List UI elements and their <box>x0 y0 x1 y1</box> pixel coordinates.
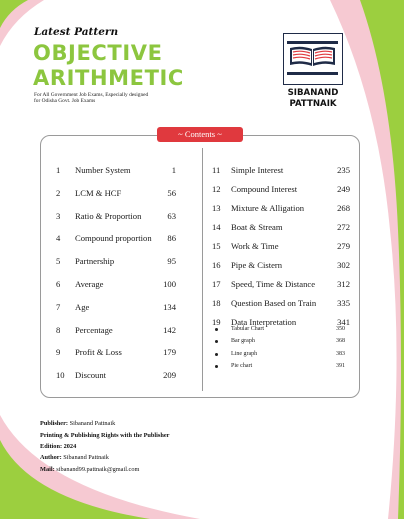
chapter-title: Mixture & Alligation <box>231 203 305 213</box>
chapter-number: 1 <box>56 165 61 175</box>
chapter-page: 302 <box>337 260 350 270</box>
sub-topic-title: Line graph <box>231 350 258 357</box>
bullet-icon <box>215 353 218 356</box>
chapter-number: 6 <box>56 279 61 289</box>
chapter-title: Discount <box>75 370 107 381</box>
chapter-title: Age <box>75 301 90 312</box>
mail-value: sibanand99.pattnaik@gmail.com <box>56 466 140 473</box>
chapter-title: Boat & Stream <box>231 222 283 232</box>
publisher-value: Sibanand Pattnaik <box>69 420 116 427</box>
mail-label: Mail: <box>40 466 55 473</box>
sub-topic-page: 368 <box>336 338 345 345</box>
sub-topic-title: Bar graph <box>231 338 255 345</box>
edition-label: Edition: <box>40 443 63 450</box>
title-line-1: OBJECTIVE <box>33 41 163 65</box>
chapter-number: 5 <box>56 256 61 267</box>
chapter-page: 341 <box>337 317 350 327</box>
bullet-icon <box>215 328 218 331</box>
sub-topic-row <box>231 325 345 333</box>
chapter-title: Question Based on Train <box>231 298 317 308</box>
chapter-page: 1 <box>171 165 176 175</box>
chapter-number: 12 <box>212 184 221 194</box>
chapter-page: 209 <box>163 370 176 381</box>
chapter-number: 15 <box>212 241 221 251</box>
sub-topic-title: Pie chart <box>231 363 253 370</box>
chapter-number: 8 <box>56 324 61 335</box>
chapter-page: 235 <box>337 165 350 175</box>
author-line <box>40 454 109 462</box>
chapter-number: 17 <box>212 279 221 289</box>
title-line-2: ARITHMETIC <box>33 66 184 90</box>
chapter-title: Percentage <box>75 324 113 335</box>
chapter-title: Average <box>75 279 104 289</box>
chapter-number: 18 <box>212 298 221 308</box>
logo-name-line-2: PATTNAIK <box>289 99 337 109</box>
chapter-number: 19 <box>212 317 221 327</box>
sub-topic-row <box>231 337 345 345</box>
chapter-number: 16 <box>212 260 221 270</box>
edition-line <box>40 443 76 451</box>
chapter-title: LCM & HCF <box>75 187 122 198</box>
chapter-title: Work & Time <box>231 241 279 251</box>
subtitle-line-2: for Odisha Govt. Job Exams <box>34 98 96 105</box>
chapter-number: 9 <box>56 347 61 358</box>
chapter-page: 134 <box>163 301 176 312</box>
contents-divider <box>202 148 203 391</box>
rights-line <box>40 432 169 440</box>
publisher-label: Publisher: <box>40 420 68 427</box>
chapter-page: 142 <box>163 324 176 335</box>
chapter-number: 4 <box>56 233 61 244</box>
chapter-page: 268 <box>337 203 350 213</box>
chapter-number: 2 <box>56 187 61 198</box>
chapter-page: 272 <box>337 222 350 232</box>
sub-topic-page: 391 <box>336 363 345 370</box>
publisher-logo <box>283 33 343 85</box>
sub-topic-row <box>231 362 345 370</box>
chapter-number: 10 <box>56 370 65 381</box>
chapter-page: 86 <box>167 233 176 244</box>
chapter-page: 312 <box>337 279 350 289</box>
chapter-title: Ratio & Proportion <box>75 210 142 221</box>
chapter-title: Compound proportion <box>75 233 152 244</box>
chapter-page: 279 <box>337 241 350 251</box>
author-value: Sibanand Pattnaik <box>63 454 109 461</box>
chapter-page: 100 <box>163 279 176 289</box>
sub-topic-page: 383 <box>336 350 345 357</box>
logo-name-line-1: SIBANAND <box>287 88 339 98</box>
chapter-number: 3 <box>56 210 61 221</box>
chapter-title: Number System <box>75 165 131 175</box>
subtitle-line-1: For All Government Job Exams, Especially designed <box>34 92 149 98</box>
book-title <box>33 41 184 91</box>
chapter-title: Data Interpretation <box>231 317 297 327</box>
contents-heading: ~ Contents ~ <box>157 127 243 142</box>
chapter-page: 179 <box>163 347 176 358</box>
publisher-line <box>40 420 115 428</box>
chapter-number: 11 <box>212 165 221 175</box>
chapter-title: Pipe & Cistern <box>231 260 283 270</box>
kicker-text: Latest Pattern <box>34 26 119 38</box>
edition-value: 2024 <box>63 443 77 450</box>
sub-topic-page: 350 <box>336 326 345 332</box>
book-subtitle <box>34 92 219 105</box>
logo-name <box>264 88 362 110</box>
chapter-title: Speed, Time & Distance <box>231 279 316 289</box>
mail-line <box>40 466 139 474</box>
chapter-page: 335 <box>337 298 350 308</box>
open-book-icon <box>284 34 341 83</box>
chapter-title: Profit & Loss <box>75 347 122 358</box>
rights-text: Printing & Publishing Rights with the Publisher <box>40 432 170 439</box>
chapter-page: 249 <box>337 184 350 194</box>
chapter-number: 14 <box>212 222 221 232</box>
chapter-title: Simple Interest <box>231 165 284 175</box>
chapter-page: 56 <box>167 187 176 198</box>
sub-topic-row <box>231 350 345 358</box>
sub-topic-title: Tabular Chart <box>231 326 265 332</box>
chapter-title: Partnership <box>75 256 115 267</box>
chapter-page: 63 <box>167 210 176 221</box>
chapter-title: Compound Interest <box>231 184 298 194</box>
chapter-number: 13 <box>212 203 221 213</box>
chapter-number: 7 <box>56 301 61 312</box>
chapter-page: 95 <box>167 256 176 267</box>
author-label: Author: <box>40 454 62 461</box>
